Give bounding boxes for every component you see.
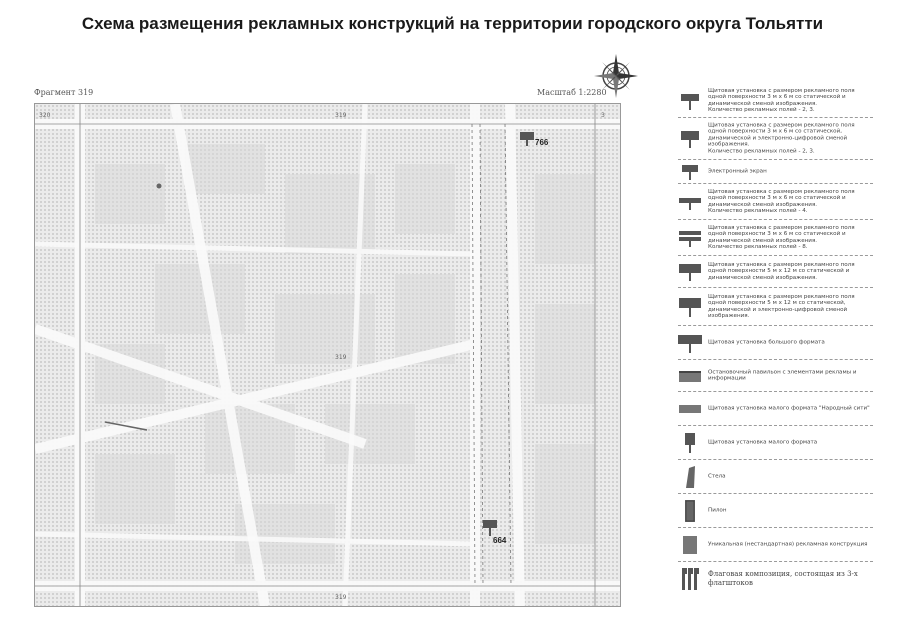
- scale-label: Масштаб 1:2280: [537, 88, 607, 97]
- page-title: Схема размещения рекламных конструкций на территории городского округа Тольятти: [81, 14, 824, 33]
- legend-text: Щитовая установка с размером рекламного поля одной поверхности 3 м х 6 м со статической и динамической сменой изображения. Количество рекламных полей - 2, 3.: [708, 87, 855, 114]
- legend-item: [678, 256, 873, 288]
- stela-icon: [680, 464, 700, 490]
- map-object-marker: [157, 184, 162, 189]
- map-fragment[interactable]: [34, 103, 621, 607]
- legend-item: [678, 84, 873, 118]
- marker-766[interactable]: [520, 132, 534, 146]
- unique-structure-icon: [680, 533, 700, 557]
- city-format-icon: [678, 399, 702, 419]
- legend-item: [678, 460, 873, 494]
- legend-text: Электронный экран: [708, 168, 767, 175]
- electronic-screen-icon: [679, 162, 701, 182]
- sheet-label-center: 319: [335, 354, 347, 361]
- legend-text: Пилон: [708, 507, 727, 514]
- legend-item: [678, 392, 873, 426]
- legend-text: Остановочный павильон с элементами рекламы и информации: [708, 368, 857, 382]
- stop-pavilion-icon: [678, 366, 702, 386]
- map-canvas: [35, 104, 620, 606]
- legend-text: Щитовая установка с размером рекламного поля одной поверхности 5 м х 12 м со статической и динамической сменой изображения.: [708, 261, 855, 281]
- sheet-label-top-right: 3: [601, 112, 605, 119]
- legend-text: Щитовая установка с размером рекламного поля одной поверхности 3 м х 6 м со статической, динамической и электронно-цифровой сменой изображения. Количество рекламных полей - 2, 3.: [708, 122, 855, 155]
- legend-text: Уникальная (нестандартная) рекламная конструкция: [708, 541, 868, 548]
- legend-item: [678, 426, 873, 460]
- sheet-label-top-center: 319: [335, 112, 347, 119]
- large-format-billboard-icon: [678, 331, 702, 355]
- marker-664[interactable]: [483, 520, 497, 536]
- marker-766-label: 766: [535, 138, 549, 147]
- billboard-3x6-digital-icon: [679, 128, 701, 150]
- legend-text: Щитовая установка с размером рекламного поля одной поверхности 3 м х 6 м со статической и динамической сменой изображения. Количество рекламных полей - 4.: [708, 188, 855, 215]
- marker-664-label: 664: [493, 536, 507, 545]
- legend: [678, 84, 873, 596]
- legend-item: [678, 118, 873, 160]
- billboard-4-fields-icon: [678, 192, 702, 212]
- legend-item: [678, 326, 873, 360]
- legend-text: Щитовая установка с размером рекламного поля одной поверхности 3 м х 6 м со статической и динамической сменой изображения. Количество рекламных полей - 8.: [708, 224, 855, 251]
- legend-item: [678, 562, 873, 596]
- legend-item: [678, 160, 873, 184]
- billboard-3x6-icon: [679, 90, 701, 112]
- billboard-5x12-digital-icon: [678, 295, 702, 319]
- legend-item: [678, 528, 873, 562]
- legend-text: Флаговая композиция, состоящая из 3-х флагштоков: [708, 570, 858, 587]
- flag-composition-icon: [679, 566, 701, 592]
- billboard-8-fields-icon: [678, 227, 702, 249]
- legend-text: Щитовая установка малого формата: [708, 439, 818, 446]
- legend-item: [678, 220, 873, 256]
- legend-text: Стела: [708, 473, 726, 480]
- legend-text: Щитовая установка большого формата: [708, 339, 825, 346]
- legend-item: [678, 360, 873, 392]
- legend-item: [678, 288, 873, 326]
- legend-item: [678, 184, 873, 220]
- pylon-icon: [680, 498, 700, 524]
- sheet-label-bottom-center: 319: [335, 594, 347, 601]
- fragment-label: Фрагмент 319: [34, 88, 94, 97]
- billboard-5x12-icon: [678, 261, 702, 283]
- sheet-label-top-left: 320: [39, 112, 51, 119]
- legend-item: [678, 494, 873, 528]
- legend-text: Щитовая установка малого формата "Народный сити": [708, 405, 870, 412]
- small-format-billboard-icon: [680, 431, 700, 455]
- legend-text: Щитовая установка с размером рекламного поля одной поверхности 5 м х 12 м со статической, динамической и электронно-цифровой сменой изображения.: [708, 293, 855, 320]
